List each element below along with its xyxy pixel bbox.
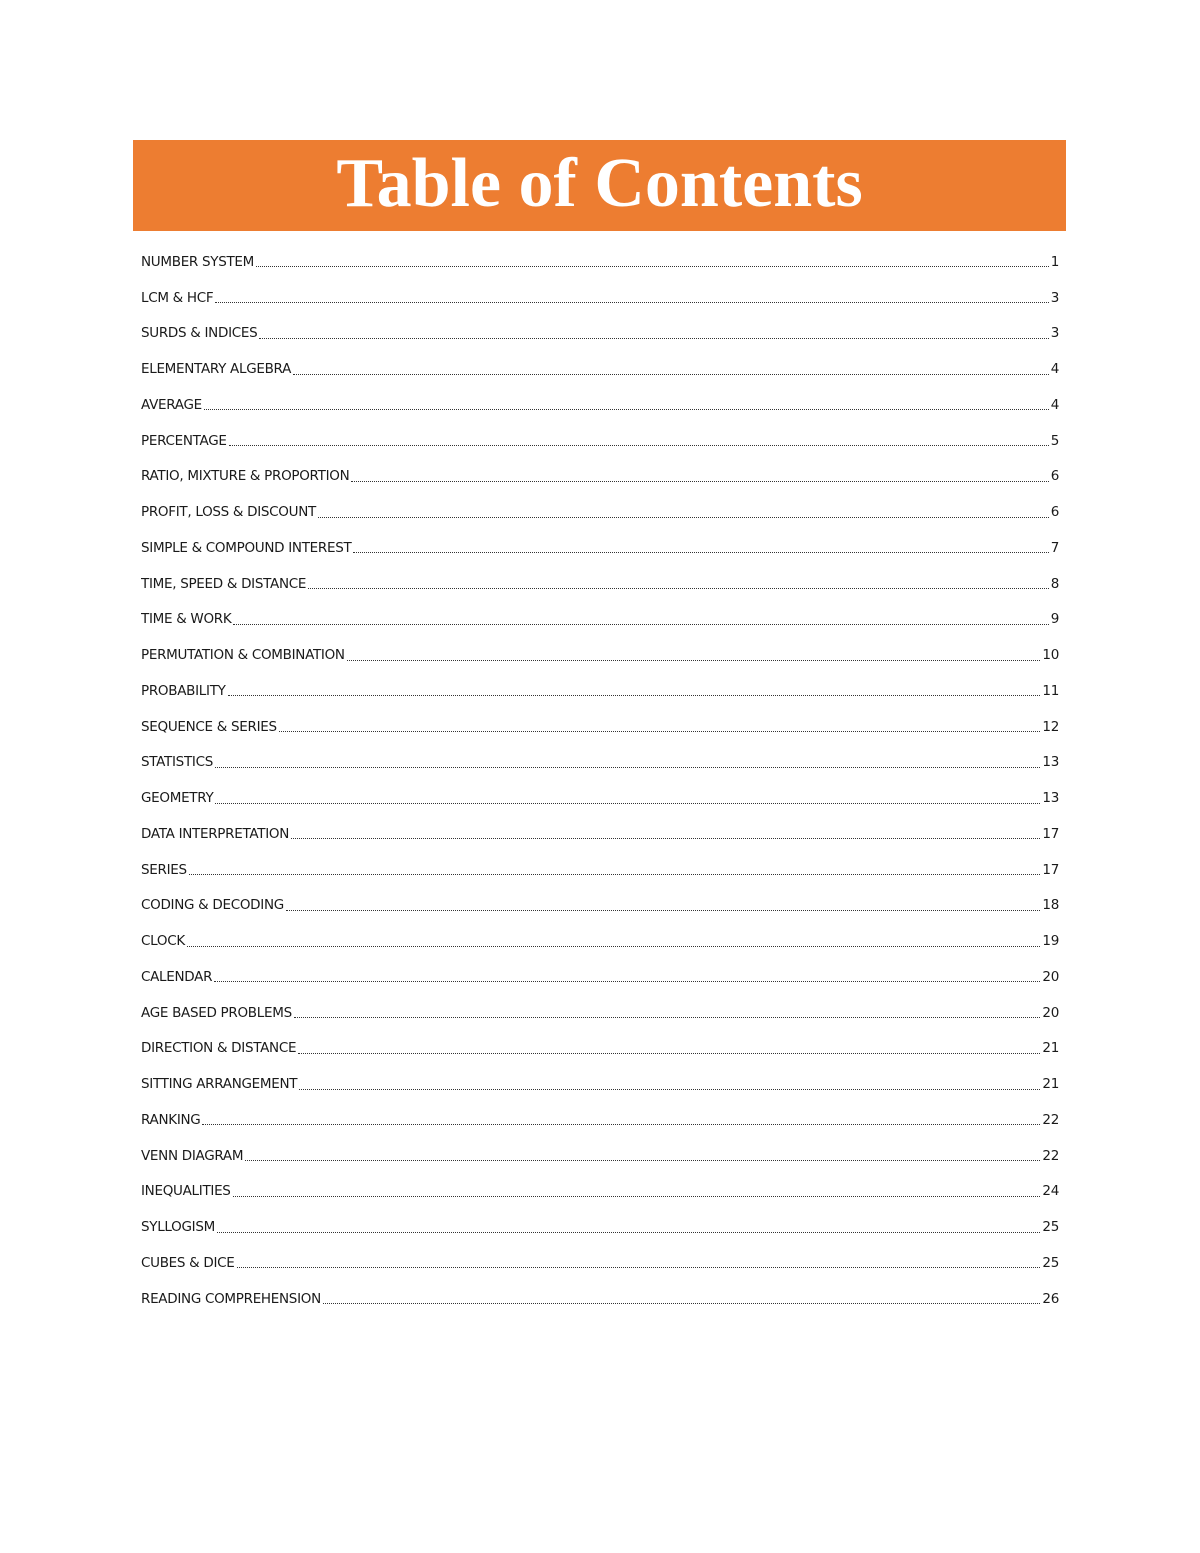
toc-entry-page-number[interactable]: 25 bbox=[1042, 1254, 1059, 1271]
toc-entry-page-number[interactable]: 1 bbox=[1050, 253, 1059, 270]
toc-dot-leader bbox=[299, 1088, 1040, 1090]
toc-entry-page-number[interactable]: 4 bbox=[1050, 396, 1059, 413]
toc-entry-label[interactable]: CALENDAR bbox=[141, 968, 213, 985]
toc-entry-label[interactable]: GEOMETRY bbox=[141, 790, 214, 807]
toc-entry-page-number[interactable]: 21 bbox=[1042, 1076, 1059, 1093]
toc-entry[interactable] bbox=[141, 566, 1059, 602]
toc-entry-page-number[interactable]: 25 bbox=[1042, 1219, 1059, 1236]
toc-dot-leader bbox=[256, 265, 1049, 267]
toc-entry[interactable] bbox=[141, 1138, 1059, 1174]
toc-entry-label[interactable]: TIME, SPEED & DISTANCE bbox=[141, 575, 307, 592]
toc-entry[interactable] bbox=[141, 1245, 1059, 1281]
toc-entry[interactable] bbox=[141, 351, 1059, 387]
toc-dot-leader bbox=[308, 587, 1049, 589]
toc-dot-leader bbox=[189, 873, 1041, 875]
toc-entry-page-number[interactable]: 8 bbox=[1050, 575, 1059, 592]
toc-entry-label[interactable]: CLOCK bbox=[141, 933, 185, 950]
toc-entry[interactable] bbox=[141, 602, 1059, 638]
toc-entry-label[interactable]: READING COMPREHENSION bbox=[141, 1290, 321, 1307]
toc-dot-leader bbox=[217, 1231, 1040, 1233]
toc-entry[interactable] bbox=[141, 1174, 1059, 1210]
toc-entry[interactable] bbox=[141, 995, 1059, 1031]
toc-entry-label[interactable]: DIRECTION & DISTANCE bbox=[141, 1040, 297, 1057]
toc-entry-page-number[interactable]: 12 bbox=[1042, 718, 1059, 735]
toc-entry[interactable] bbox=[141, 816, 1059, 852]
toc-entry-label[interactable]: SIMPLE & COMPOUND INTEREST bbox=[141, 539, 352, 556]
toc-dot-leader bbox=[353, 551, 1048, 553]
toc-entry-page-number[interactable]: 10 bbox=[1042, 647, 1059, 664]
toc-entry-page-number[interactable]: 19 bbox=[1042, 933, 1059, 950]
toc-dot-leader bbox=[237, 1266, 1041, 1268]
toc-entry-label[interactable]: INEQUALITIES bbox=[141, 1183, 231, 1200]
toc-dot-leader bbox=[204, 408, 1049, 410]
toc-entry[interactable] bbox=[141, 923, 1059, 959]
toc-dot-leader bbox=[215, 766, 1040, 768]
toc-entry[interactable] bbox=[141, 1102, 1059, 1138]
toc-entry-label[interactable]: SITTING ARRANGEMENT bbox=[141, 1076, 298, 1093]
toc-entry[interactable] bbox=[141, 1209, 1059, 1245]
toc-entry-page-number[interactable]: 3 bbox=[1050, 325, 1059, 342]
toc-entry-page-number[interactable]: 3 bbox=[1050, 289, 1059, 306]
toc-entry-label[interactable]: LCM & HCF bbox=[141, 289, 214, 306]
toc-dot-leader bbox=[323, 1302, 1041, 1304]
toc-entry[interactable] bbox=[141, 673, 1059, 709]
toc-dot-leader bbox=[228, 694, 1041, 696]
toc-dot-leader bbox=[187, 945, 1041, 947]
toc-entry-page-number[interactable]: 26 bbox=[1042, 1290, 1059, 1307]
toc-entry-label[interactable]: SYLLOGISM bbox=[141, 1219, 215, 1236]
toc-entry-label[interactable]: NUMBER SYSTEM bbox=[141, 253, 254, 270]
toc-entry-label[interactable]: PERCENTAGE bbox=[141, 432, 227, 449]
toc-entry[interactable] bbox=[141, 387, 1059, 423]
toc-entry-label[interactable]: PERMUTATION & COMBINATION bbox=[141, 647, 345, 664]
toc-entry-page-number[interactable]: 20 bbox=[1042, 1004, 1059, 1021]
toc-entry-label[interactable]: SERIES bbox=[141, 861, 187, 878]
toc-dot-leader bbox=[214, 980, 1040, 982]
toc-dot-leader bbox=[245, 1159, 1040, 1161]
page-title: Table of Contents bbox=[336, 144, 863, 222]
toc-entry[interactable] bbox=[141, 888, 1059, 924]
toc-dot-leader bbox=[202, 1123, 1040, 1125]
toc-entry[interactable] bbox=[141, 423, 1059, 459]
toc-entry-page-number[interactable]: 6 bbox=[1050, 504, 1059, 521]
toc-entry-label[interactable]: ELEMENTARY ALGEBRA bbox=[141, 361, 292, 378]
toc-dot-leader bbox=[286, 909, 1040, 911]
toc-entry-label[interactable]: DATA INTERPRETATION bbox=[141, 825, 289, 842]
toc-entry-page-number[interactable]: 11 bbox=[1042, 682, 1059, 699]
toc-entry[interactable] bbox=[141, 780, 1059, 816]
toc-entry-page-number[interactable]: 24 bbox=[1042, 1183, 1059, 1200]
toc-entry-page-number[interactable]: 17 bbox=[1042, 825, 1059, 842]
toc-dot-leader bbox=[215, 802, 1040, 804]
toc-entry[interactable] bbox=[141, 280, 1059, 316]
toc-entry[interactable] bbox=[141, 1281, 1059, 1317]
toc-dot-leader bbox=[318, 516, 1049, 518]
toc-entry-page-number[interactable]: 22 bbox=[1042, 1111, 1059, 1128]
toc-entry-label[interactable]: RATIO, MIXTURE & PROPORTION bbox=[141, 468, 350, 485]
toc-dot-leader bbox=[279, 730, 1041, 732]
toc-dot-leader bbox=[233, 623, 1048, 625]
toc-entry-page-number[interactable]: 21 bbox=[1042, 1040, 1059, 1057]
toc-entry[interactable] bbox=[141, 709, 1059, 745]
toc-dot-leader bbox=[291, 837, 1040, 839]
toc-entry[interactable] bbox=[141, 530, 1059, 566]
toc-entry-page-number[interactable]: 18 bbox=[1042, 897, 1059, 914]
toc-entry-page-number[interactable]: 22 bbox=[1042, 1147, 1059, 1164]
toc-dot-leader bbox=[294, 1016, 1041, 1018]
toc-entry[interactable] bbox=[141, 959, 1059, 995]
toc-entry[interactable] bbox=[141, 316, 1059, 352]
toc-entry-label[interactable]: SEQUENCE & SERIES bbox=[141, 718, 277, 735]
toc-entry-label[interactable]: PROBABILITY bbox=[141, 682, 226, 699]
toc-entry-page-number[interactable]: 6 bbox=[1050, 468, 1059, 485]
toc-entry-label[interactable]: CUBES & DICE bbox=[141, 1254, 235, 1271]
toc-entry[interactable] bbox=[141, 494, 1059, 530]
toc-entry-label[interactable]: STATISTICS bbox=[141, 754, 213, 771]
toc-dot-leader bbox=[351, 480, 1048, 482]
toc-entry-page-number[interactable]: 5 bbox=[1050, 432, 1059, 449]
toc-header-banner bbox=[133, 140, 1066, 231]
toc-entry[interactable] bbox=[141, 1066, 1059, 1102]
toc-entry-label[interactable]: RANKING bbox=[141, 1111, 201, 1128]
toc-entry-label[interactable]: AGE BASED PROBLEMS bbox=[141, 1004, 292, 1021]
toc-entry-label[interactable]: TIME & WORK bbox=[141, 611, 232, 628]
toc-entry-page-number[interactable]: 4 bbox=[1050, 361, 1059, 378]
toc-dot-leader bbox=[215, 301, 1048, 303]
toc-entry-label[interactable]: CODING & DECODING bbox=[141, 897, 284, 914]
toc-dot-leader bbox=[259, 337, 1048, 339]
toc-list bbox=[141, 244, 1059, 1317]
toc-entry[interactable] bbox=[141, 637, 1059, 673]
toc-entry[interactable] bbox=[141, 1031, 1059, 1067]
toc-entry[interactable] bbox=[141, 745, 1059, 781]
toc-entry-label[interactable]: SURDS & INDICES bbox=[141, 325, 258, 342]
toc-entry-page-number[interactable]: 7 bbox=[1050, 539, 1059, 556]
toc-dot-leader bbox=[347, 659, 1041, 661]
toc-entry-label[interactable]: AVERAGE bbox=[141, 396, 202, 413]
toc-entry-page-number[interactable]: 17 bbox=[1042, 861, 1059, 878]
toc-dot-leader bbox=[233, 1195, 1041, 1197]
toc-entry-page-number[interactable]: 9 bbox=[1050, 611, 1059, 628]
toc-entry-page-number[interactable]: 13 bbox=[1042, 754, 1059, 771]
toc-entry-page-number[interactable]: 20 bbox=[1042, 968, 1059, 985]
toc-entry-label[interactable]: PROFIT, LOSS & DISCOUNT bbox=[141, 504, 316, 521]
toc-dot-leader bbox=[229, 444, 1049, 446]
toc-entry[interactable] bbox=[141, 244, 1059, 280]
toc-entry[interactable] bbox=[141, 852, 1059, 888]
toc-dot-leader bbox=[293, 373, 1049, 375]
toc-entry-label[interactable]: VENN DIAGRAM bbox=[141, 1147, 244, 1164]
toc-dot-leader bbox=[298, 1052, 1040, 1054]
toc-entry[interactable] bbox=[141, 459, 1059, 495]
toc-entry-page-number[interactable]: 13 bbox=[1042, 790, 1059, 807]
